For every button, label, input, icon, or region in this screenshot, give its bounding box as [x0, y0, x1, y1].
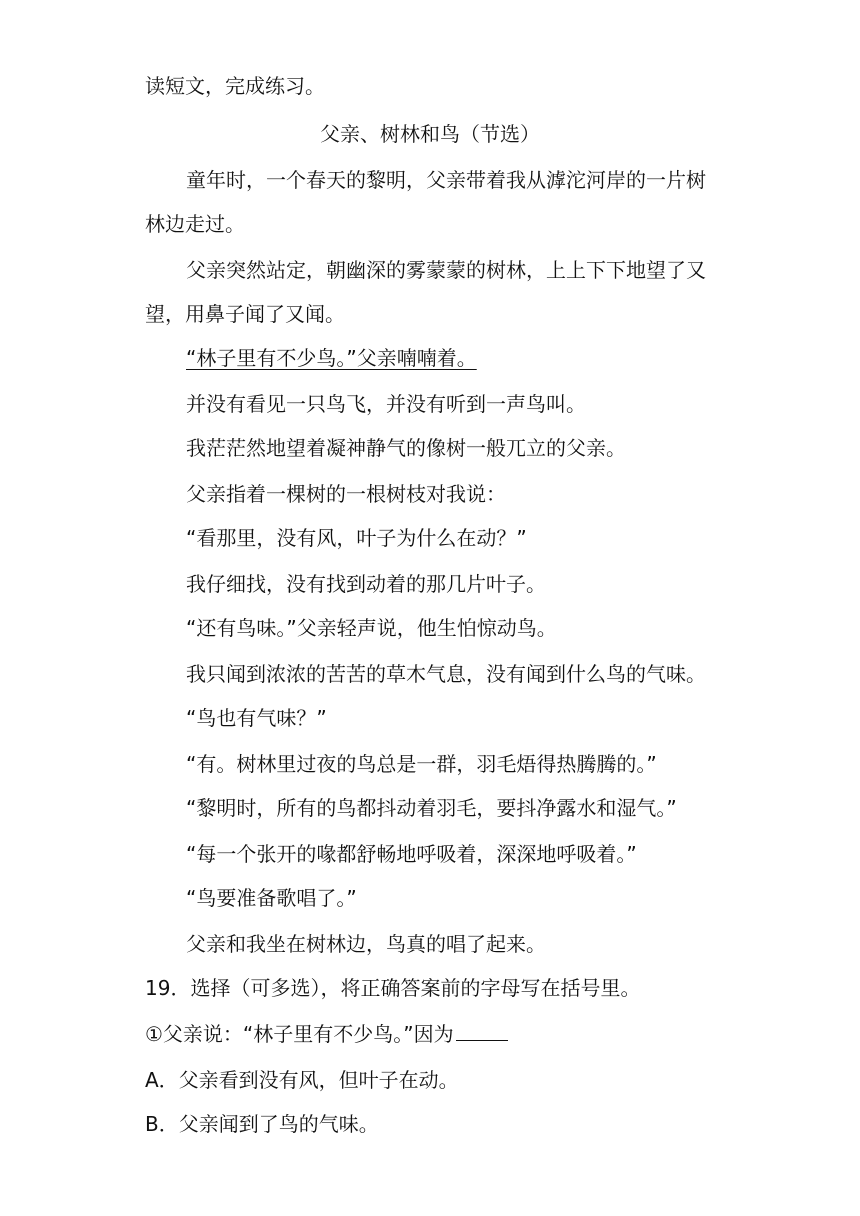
paragraph-line: 我仔细找，没有找到动着的那几片叶子。	[186, 572, 546, 596]
paragraph-line: “每一个张开的喙都舒畅地呼吸着，深深地呼吸着。”	[186, 842, 637, 866]
paragraph-line: 我只闻到浓浓的苦苦的草木气息，没有闻到什么鸟的气味。	[186, 662, 706, 686]
paragraph-line: “黎明时，所有的鸟都抖动着羽毛，要抖净露水和湿气。”	[186, 796, 677, 820]
option-b: B．父亲闻到了鸟的气味。	[145, 1112, 379, 1136]
paragraph-line: “看那里，没有风，叶子为什么在动？”	[186, 526, 527, 550]
passage-title: 父亲、树林和鸟（节选）	[320, 122, 540, 146]
paragraph-line: 望，用鼻子闻了又闻。	[145, 302, 345, 326]
paragraph-line: 童年时，一个春天的黎明，父亲带着我从滹沱河岸的一片树	[186, 168, 706, 192]
paragraph-line: “还有鸟味。”父亲轻声说，他生怕惊动鸟。	[186, 616, 557, 640]
underlined-sentence: “林子里有不少鸟。”父亲喃喃着。	[186, 346, 477, 370]
paragraph-line: “有。树林里过夜的鸟总是一群，羽毛焐得热腾腾的。”	[186, 752, 657, 776]
paragraph-line: 父亲突然站定，朝幽深的雾蒙蒙的树林，上上下下地望了又	[186, 258, 706, 282]
paragraph-line: 父亲指着一棵树的一根树枝对我说：	[186, 482, 506, 506]
question-heading: 19．选择（可多选），将正确答案前的字母写在括号里。	[145, 976, 641, 1000]
paragraph-line: 父亲和我坐在树林边，鸟真的唱了起来。	[186, 932, 546, 956]
sub-question-text: ①父亲说：“林子里有不少鸟。”因为	[145, 1022, 454, 1046]
paragraph-line: 我茫茫然地望着凝神静气的像树一般兀立的父亲。	[186, 436, 626, 460]
paragraph-line: 林边走过。	[145, 212, 245, 236]
option-a: A．父亲看到没有风，但叶子在动。	[145, 1068, 459, 1092]
paragraph-line: “鸟也有气味？”	[186, 706, 327, 730]
instruction-text: 读短文，完成练习。	[145, 74, 325, 98]
answer-blank[interactable]	[456, 1022, 508, 1041]
paragraph-line: 并没有看见一只鸟飞，并没有听到一声鸟叫。	[186, 392, 586, 416]
paragraph-line: “鸟要准备歌唱了。”	[186, 886, 357, 910]
sub-question	[145, 1022, 508, 1047]
